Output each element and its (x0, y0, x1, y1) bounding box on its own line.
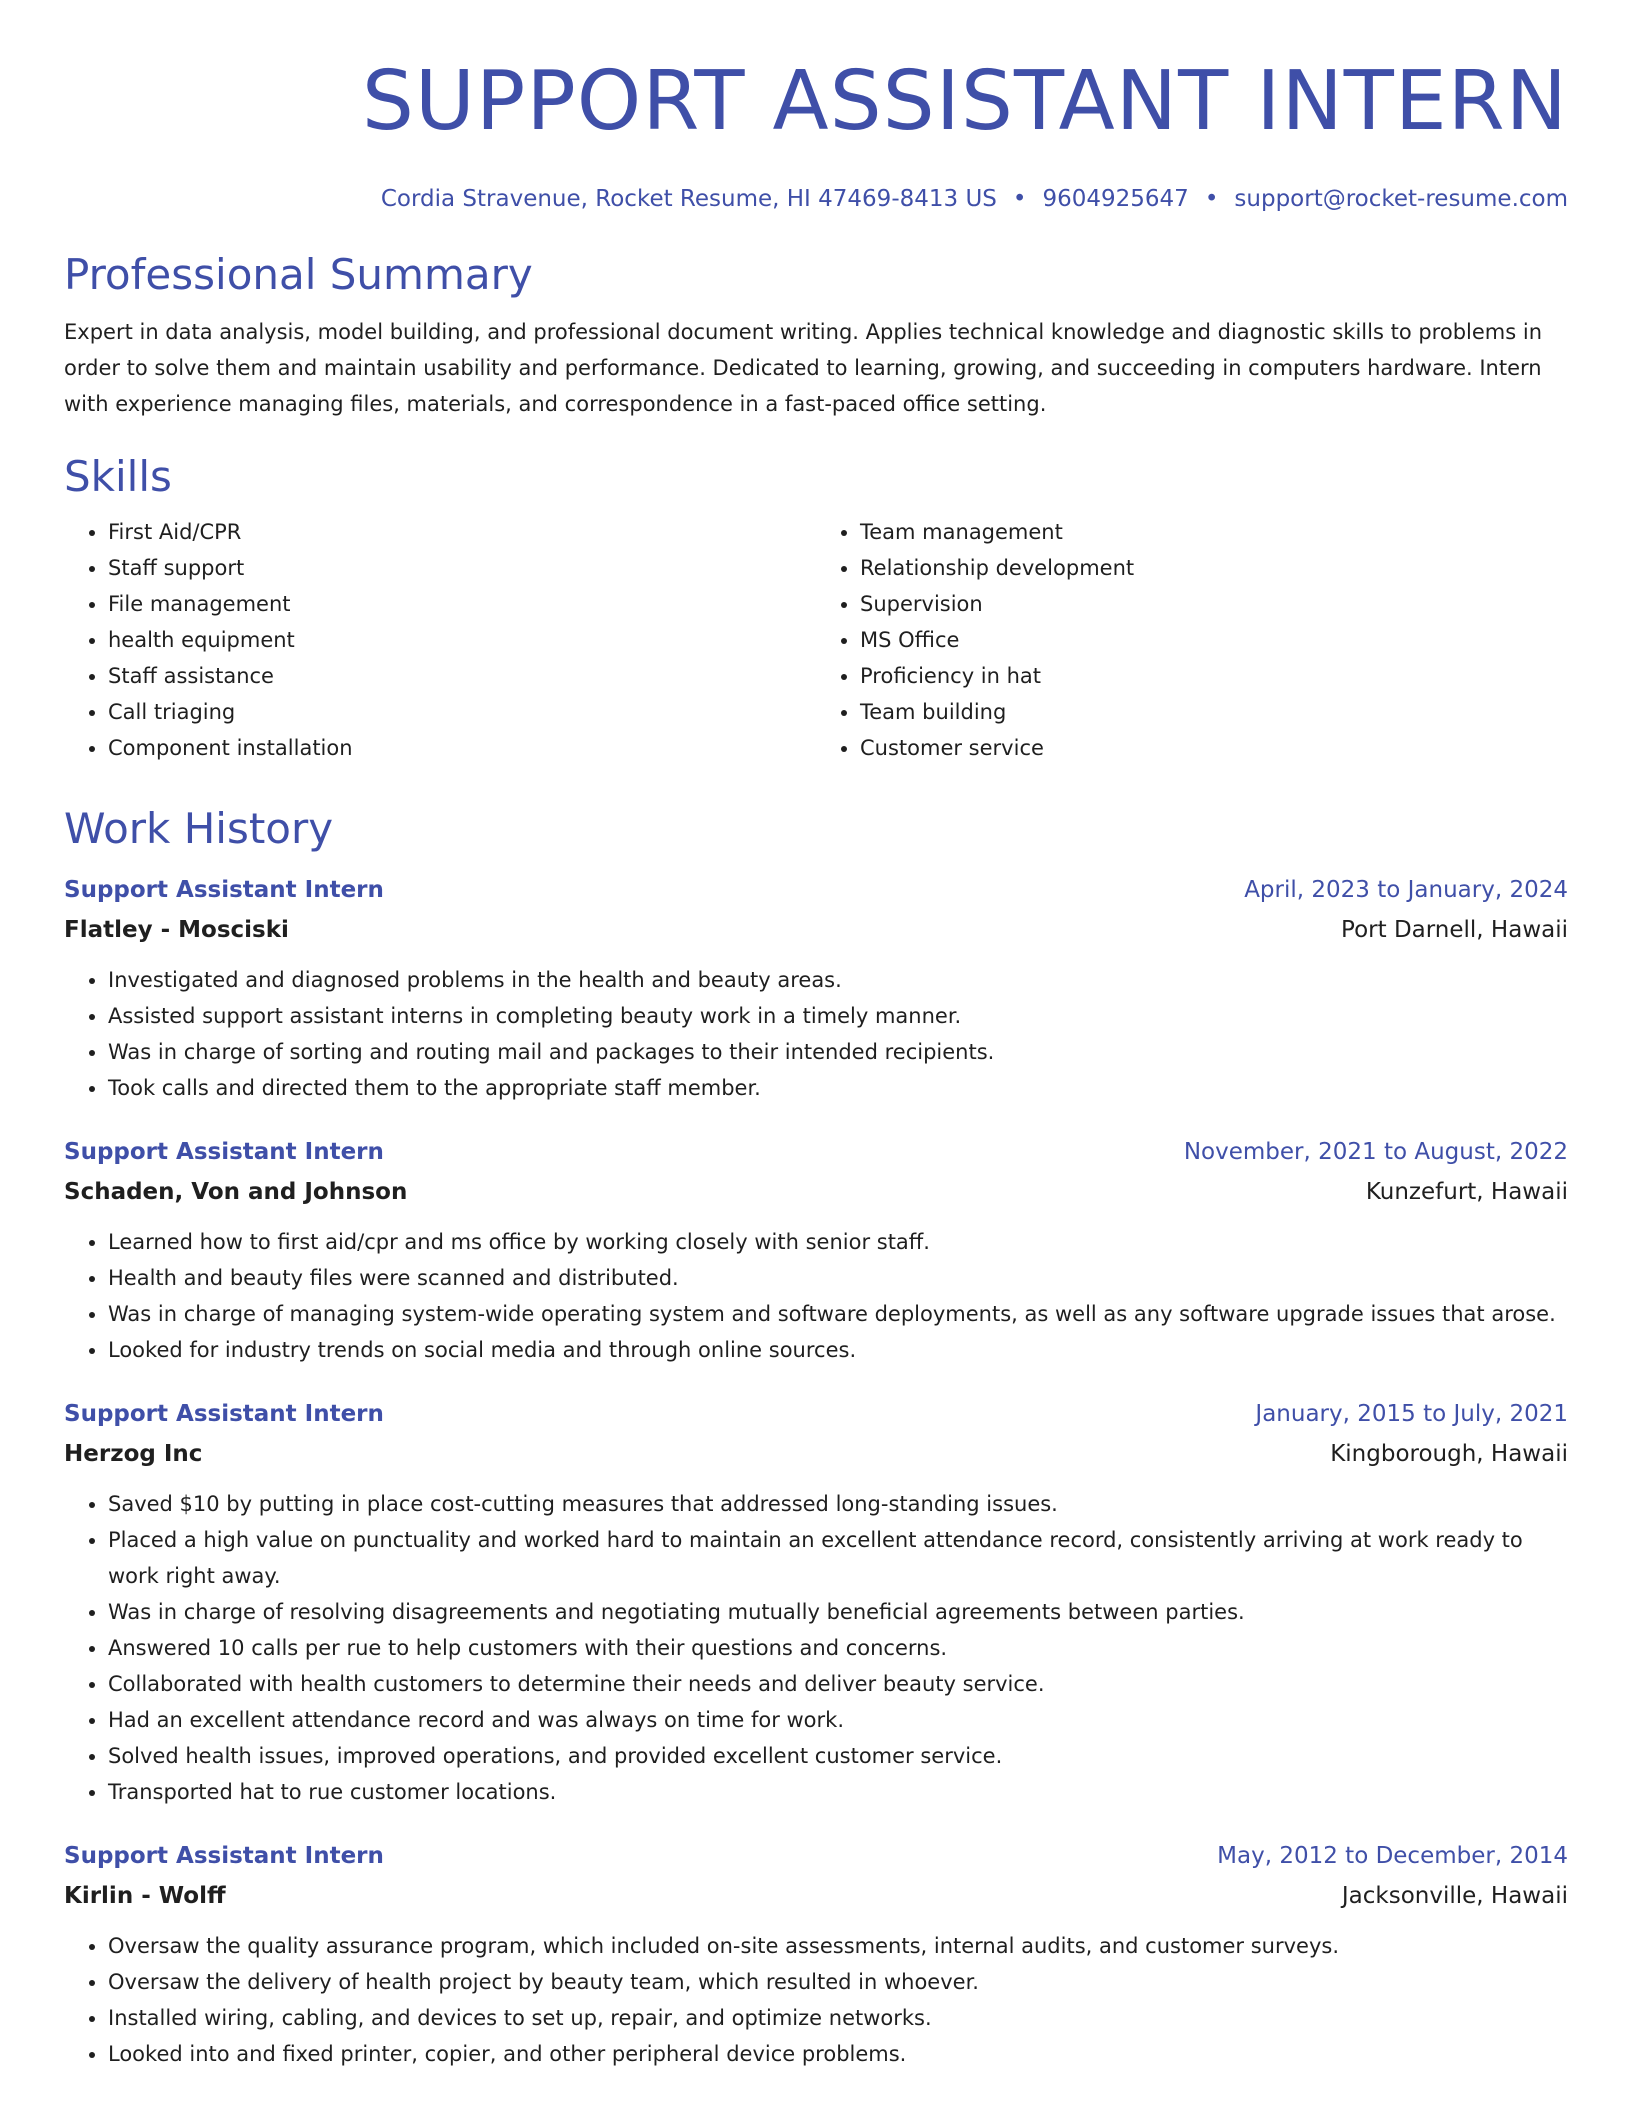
skill-item: • MS Office (860, 622, 1568, 658)
job-bullet: • Collaborated with health customers to determine their needs and deliver beauty service. (108, 1666, 1568, 1702)
contact-separator: • (1012, 186, 1027, 212)
job-title-row (64, 1836, 1568, 1876)
contact-email[interactable]: support@rocket-resume.com (1234, 186, 1568, 212)
contact-line (64, 182, 1568, 216)
job-bullets (64, 1928, 1568, 2072)
work-history-heading: Work History (64, 804, 334, 853)
job-bullet: • Health and beauty files were scanned and distributed. (108, 1260, 1568, 1296)
job-bullet: • Looked into and fixed printer, copier, and other peripheral device problems. (108, 2036, 1568, 2072)
resume-header (64, 0, 1568, 216)
job-company: Herzog Inc (64, 1441, 203, 1467)
job-bullets (64, 1224, 1568, 1368)
skills-heading: Skills (64, 452, 172, 501)
job-entry (64, 1394, 1568, 1810)
job-title: Support Assistant Intern (64, 1139, 384, 1165)
job-bullet: • Had an excellent attendance record and was always on time for work. (108, 1702, 1568, 1738)
job-company-row (64, 1172, 1568, 1212)
job-company: Schaden, Von and Johnson (64, 1179, 408, 1205)
job-bullets (64, 1486, 1568, 1810)
job-title: Support Assistant Intern (64, 1401, 384, 1427)
skills-list (64, 514, 1568, 766)
job-entry (64, 870, 1568, 1106)
skill-item: • File management (108, 586, 816, 622)
skill-item: • Team building (860, 694, 1568, 730)
skill-item: • Team management (860, 514, 1568, 550)
job-location: Kingborough, Hawaii (1330, 1441, 1568, 1467)
job-bullet: • Was in charge of managing system-wide operating system and software deployments, as well as any software upgrade issues that arose. (108, 1296, 1568, 1332)
job-title: Support Assistant Intern (64, 877, 384, 903)
job-dates: April, 2023 to January, 2024 (1244, 877, 1568, 903)
skill-item: • Staff assistance (108, 658, 816, 694)
job-dates: May, 2012 to December, 2014 (1217, 1843, 1568, 1869)
job-bullet: • Investigated and diagnosed problems in the health and beauty areas. (108, 962, 1568, 998)
skill-item: • Proficiency in hat (860, 658, 1568, 694)
skill-item: • Customer service (860, 730, 1568, 766)
job-bullet: • Solved health issues, improved operations, and provided excellent customer service. (108, 1738, 1568, 1774)
skills-column-left (64, 514, 816, 766)
job-company-row (64, 1876, 1568, 1916)
job-bullet: • Answered 10 calls per rue to help customers with their questions and concerns. (108, 1630, 1568, 1666)
job-bullets (64, 962, 1568, 1106)
job-location: Port Darnell, Hawaii (1341, 917, 1568, 943)
job-bullet: • Transported hat to rue customer locations. (108, 1774, 1568, 1810)
job-location: Jacksonville, Hawaii (1341, 1883, 1568, 1909)
job-company: Flatley - Mosciski (64, 917, 289, 943)
job-bullet: • Assisted support assistant interns in completing beauty work in a timely manner. (108, 998, 1568, 1034)
job-bullet: • Learned how to first aid/cpr and ms office by working closely with senior staff. (108, 1224, 1568, 1260)
skill-item: • Supervision (860, 586, 1568, 622)
job-company-row (64, 1434, 1568, 1474)
job-dates: November, 2021 to August, 2022 (1183, 1139, 1568, 1165)
job-bullet: • Took calls and directed them to the appropriate staff member. (108, 1070, 1568, 1106)
job-location: Kunzefurt, Hawaii (1365, 1179, 1568, 1205)
job-dates: January, 2015 to July, 2021 (1255, 1401, 1568, 1427)
skill-item: • Call triaging (108, 694, 816, 730)
job-bullet: • Oversaw the quality assurance program, which included on-site assessments, internal audits, and customer surveys. (108, 1928, 1568, 1964)
skill-item: • health equipment (108, 622, 816, 658)
job-bullet: • Placed a high value on punctuality and worked hard to maintain an excellent attendance record, consistently arriving at work ready to work right away. (108, 1522, 1568, 1594)
job-bullet: • Was in charge of sorting and routing mail and packages to their intended recipients. (108, 1034, 1568, 1070)
skill-item: • Staff support (108, 550, 816, 586)
job-bullet: • Was in charge of resolving disagreements and negotiating mutually beneficial agreements between parties. (108, 1594, 1568, 1630)
skill-item: • Relationship development (860, 550, 1568, 586)
job-title-row (64, 1132, 1568, 1172)
job-title-row (64, 870, 1568, 910)
contact-phone: 9604925647 (1042, 186, 1189, 212)
job-entry (64, 1836, 1568, 2072)
job-entry (64, 1132, 1568, 1368)
summary-text: Expert in data analysis, model building, and professional document writing. Applies technical knowledge and diagnostic skills to problems in order to solve them and maintain usability and performance. Dedicated to learning, growing, and succeeding in computers hardware. Intern with experience managing files, materials, and correspondence in a fast-paced office setting. (64, 320, 1542, 416)
skill-item: • First Aid/CPR (108, 514, 816, 550)
job-bullet: • Oversaw the delivery of health project by beauty team, which resulted in whoever. (108, 1964, 1568, 2000)
resume-page (64, 0, 1568, 2072)
summary-heading: Professional Summary (64, 250, 533, 299)
page-title: SUPPORT ASSISTANT INTERN (361, 54, 1568, 149)
job-bullet: • Saved $10 by putting in place cost-cutting measures that addressed long-standing issues. (108, 1486, 1568, 1522)
job-bullet: • Looked for industry trends on social media and through online sources. (108, 1332, 1568, 1368)
job-company-row (64, 910, 1568, 950)
job-title-row (64, 1394, 1568, 1434)
contact-separator: • (1204, 186, 1219, 212)
job-company: Kirlin - Wolff (64, 1883, 226, 1909)
skill-item: • Component installation (108, 730, 816, 766)
job-title: Support Assistant Intern (64, 1843, 384, 1869)
job-bullet: • Installed wiring, cabling, and devices to set up, repair, and optimize networks. (108, 2000, 1568, 2036)
contact-address: Cordia Stravenue, Rocket Resume, HI 47469-8413 US (380, 186, 997, 212)
skills-column-right (816, 514, 1568, 766)
